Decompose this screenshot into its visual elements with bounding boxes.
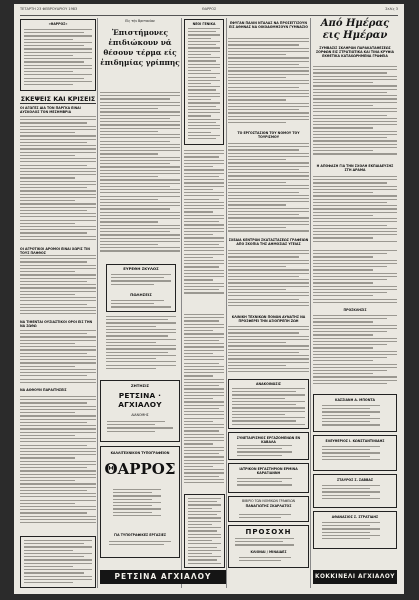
- column-divider: [226, 18, 227, 588]
- header-page-number: Σελίς 3: [385, 7, 398, 11]
- column-divider: [97, 18, 98, 588]
- article-body: [184, 314, 224, 490]
- kokkineli-banner: ΚΟΚΚΙΝΕΛΙ ΑΓΧΙΑΛΟΥ: [313, 570, 397, 584]
- article-headline: ΝΑ ΤΙΘΕΝΤΑΙ ΟΥΣΙΑΣΤΙΚΟΙ ΟΡΟΙ ΕΙΣ ΤΗΝ ΝΑ ΣΩΘΩ: [20, 320, 93, 328]
- law-office-ad-subtitle: ΒΙΒΙΡΙΟ ΤΩΝ ΝΟΜΙΚΩΝ ΓΡΑΦΕΙΩΝ: [241, 499, 296, 503]
- retsina-ad-subtitle: ΔΙΑΝΟΜΗΣ: [131, 413, 149, 418]
- ad-title: ΚΑΣΣΙΑΝΗ Α. ΜΠΟΝΤΑ: [334, 398, 376, 402]
- ad-title: ΕΛΕΥΘΕΡΙΟΣ Ι. ΚΩΝΣΤΑΝΤΙΝΙΔΗΣ: [325, 439, 385, 443]
- printing-ad-top: ΚΑΛΛΙΤΕΧΝΙΚΟΝ ΤΥΠΟΓΡΑΦΕΙΟΝ: [110, 451, 170, 455]
- article-body: [228, 38, 309, 128]
- notice-title: ΠΡΟΣΚΛΗΣΙΣ: [343, 308, 367, 312]
- ad-title: ΑΘΑΝΑΣΙΟΣ Σ. ΣΤΡΑΤΙΔΗΣ: [331, 515, 379, 519]
- article-body: [20, 255, 96, 317]
- article-headline: ΚΛΙΝΙΚΗ ΤΕΧΝΙΚΩΝ ΠΟΝΩΝ ΔΥΝΑΤΗΣ ΝΑ ΠΡΟΣΦΕΡΕΙ ΤΗΝ ΑΞΙΟΠΡΕΠΗ ΖΩΗ: [231, 315, 306, 323]
- article-body: [228, 143, 309, 235]
- page-header: [20, 7, 398, 15]
- article-body: [228, 326, 309, 376]
- article-headline: Η ΑΠΟΦΑΣΗ ΓΙΑ ΤΗΝ ΣΧΟΛΗ ΕΚΠΑΙΔΕΥΣΗΣ ΣΤΗ ΔΡΑΜΑ: [316, 164, 394, 172]
- article-body: [20, 330, 96, 386]
- listings-box: [184, 19, 224, 145]
- ad-box: [313, 474, 397, 508]
- cooperative-ad: [228, 432, 309, 460]
- newspaper-page: [14, 4, 404, 594]
- info-box-text: [24, 29, 92, 87]
- sales-label: ΠΩΛΗΣΕΙΣ: [130, 292, 152, 297]
- column-divider: [181, 18, 182, 588]
- masthead-info-box: [20, 19, 96, 91]
- attention-ad-title: ΠΡΟΣΟΧΗ: [245, 528, 292, 536]
- article-body: [313, 176, 397, 246]
- article-headline: ΤΟ ΕΡΓΟΣΤΑΣΙΟΝ ΤΟΥ ΝΟΜΟΥ ΤΟΥ ΤΟΥΡΙΣΜΟΥ: [237, 131, 300, 139]
- law-office-ad-name: ΠΑΝΑΓΙΩΤΗΣ ΣΚΑΡΛΑΤΟΣ: [245, 504, 292, 508]
- attention-ad: [228, 525, 309, 568]
- ad-title: ΣΤΑΥΡΟΣ Σ. ΣΑΒΒΑΣ: [336, 478, 374, 482]
- printing-ad-bottom: ΓΙΑ ΤΥΠΟΓΡΑΦΙΚΕΣ ΕΡΓΑΣΙΕΣ: [113, 533, 167, 537]
- announcements-box: [228, 379, 309, 429]
- ad-box: [313, 511, 397, 549]
- info-box-title: «ΘΑΡΡΟΣ»: [48, 22, 68, 26]
- section-title: ΣΚΕΨΕΙΣ ΚΑΙ ΚΡΙΣΕΙΣ: [20, 95, 96, 103]
- header-masthead: ΘΑΡΡΟΣ: [201, 7, 217, 11]
- retsina-ad: [100, 380, 180, 442]
- clinic-ad: [228, 463, 309, 493]
- retsina-banner: ΡΕΤΣΙΝΑ ΑΓΧΙΑΛΟΥ: [100, 570, 226, 584]
- headline-block: [100, 26, 180, 88]
- article-headline: ΣΧΕΔΙΑ ΚΕΝΤΡΩΝ ΣΚΑΤΑΣΤΑΣΕΩΣ ΓΡΑΦΕΙΩΝ ΑΠΟ ΣΚΟΠΙΑ ΤΗΣ ΔΗΜΟΣΙΑΣ ΥΓΕΙΑΣ: [228, 238, 309, 246]
- section-rule: [20, 103, 96, 104]
- article-body: [20, 396, 96, 532]
- printing-ad-name: ΘΑΡΡΟΣ: [104, 460, 176, 478]
- small-ad: [184, 494, 225, 568]
- article-headline: ΣΥΜΒΑΣΙΣ ΣΚΛΗΡΩΝ ΠΑΡΑΚΑΤΑΘΕΣΕΩΣ ΣΟΡΦΩΝ ΕΙΣ ΣΤΡΑΤΙΩΤΙΚΑ ΚΑΙ ΤΙΝΑ ΚΡΥΦΙΑ ΕΚΘΕΤΙΚΑ ΚΑΤΑΧΩΡΗΜΕΝΑ ΓΡΑΦΕΙΑ: [315, 46, 395, 58]
- article-body: [228, 250, 309, 310]
- ad-box: [313, 394, 397, 432]
- article-body: [184, 150, 224, 310]
- retsina-ad-name: ΡΕΤΣΙΝΑ · ΑΓΧΙΑΛΟΥ: [118, 391, 162, 410]
- article-headline: ΟΙ ΑΓΡΟΤΙΚΟΙ ΔΡΟΜΟΙ ΕΙΝΑΙ ΧΩΡΙΣ ΤΙΝ ΤΟΥΣ ΠΛΗΘΟΣ: [20, 247, 90, 255]
- header-rule: [20, 15, 398, 16]
- clinic-ad-title: ΙΑΤΡΙΚΟΝ ΕΡΓΑΣΤΗΡΙΟΝ ΕΡΜΙΝΑ ΚΑΡΑΓΙΑΝΝΗ: [239, 467, 298, 475]
- classified-text: [106, 316, 176, 376]
- cooperative-ad-title: ΣΥΝΕΤΑΙΡΙΣΜΟΣ ΕΡΓΑΖΟΜΕΝΩΝ ΕΝ ΚΑΒΑΛΑ: [236, 436, 301, 444]
- notice-body: [313, 315, 397, 391]
- law-office-ad: [228, 496, 309, 522]
- column-divider: [310, 18, 311, 588]
- announcements-title: ΑΝΑΚΟΙΝΩΣΙΣ: [256, 382, 281, 386]
- article-headline: ΟΙ ΑΓΩΓΕΣ ΔΙΑ ΤΟΝ ΠΑΡΓΚΑ ΕΙΝΑΙ ΔΥΣΚΟΛΟΣ ΤΟΝ ΜΕΣΗΜΒΡΙΑ: [20, 106, 81, 114]
- article-headline: ΕΦΥΓΑΝ ΠΑΛΙΝ ΝΤΑΛΑΣ ΝΑ ΠΡΟΣΕΓΓΙΣΟΥΝ ΕΙΣ ΑΘΗΝΑΣ ΝΑ ΟΙΚΟΔΟΜΗΣΟΥΝ ΓΥΜΝΑΣΙΟ: [229, 21, 308, 29]
- attention-ad-name: ΚΛΙΟΝΑΙ / ΜΙΝΑΙΔΕΣ: [250, 550, 287, 554]
- main-headline: Ἐπιστήμονες ἐπιδιώκουν νά θέσουν τέρμα είς ἐπιδημίας γρίππης: [100, 28, 180, 67]
- lost-dog-title: ΕΥΡΕΘΗ ΣΚΥΛΟΣ: [123, 266, 159, 271]
- listings-title: ΝΕΟΙ ΓΕΝΙΚΑ: [192, 22, 216, 26]
- notice-list: [313, 250, 397, 306]
- article-body: [313, 66, 397, 158]
- ad-box: [313, 435, 397, 471]
- header-date: ΤΕΤΑΡΤΗ 23 ΦΕΒΡΟΥΑΡΙΟΥ 1983: [20, 7, 78, 11]
- pharmacy-notice-box: [20, 536, 96, 588]
- lost-dog-box: [106, 264, 176, 312]
- column-script-title: Από Ημέρας εις Ημέραν: [320, 18, 390, 41]
- article-kicker: Εἰς τὴν Βρετανίαν: [125, 19, 155, 23]
- retsina-ad-heading: ΖΗΤΗΣΙΣ: [130, 383, 150, 388]
- article-body: [20, 116, 96, 244]
- article-body: [100, 92, 180, 260]
- article-headline: ΝΑ ΔΟΘΟΥΝ ΠΑΡΑΙΤΗΣΕΙΣ: [20, 388, 67, 392]
- printing-house-ad: [100, 446, 180, 558]
